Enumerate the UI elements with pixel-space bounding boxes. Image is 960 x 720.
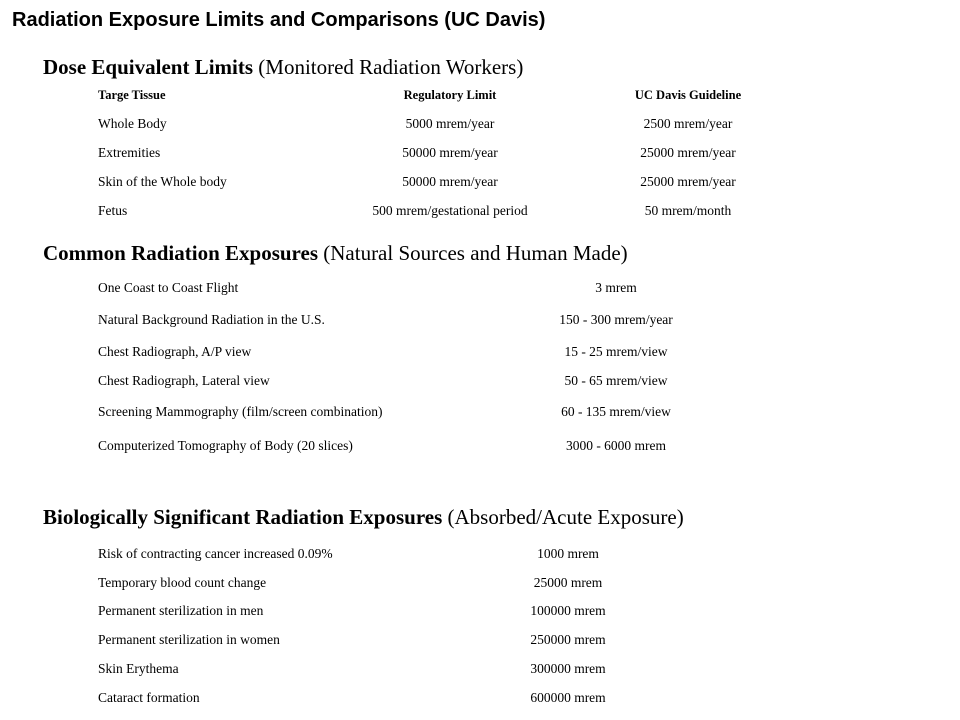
source-cell: Natural Background Radiation in the U.S. [98,312,325,327]
effect-cell: Permanent sterilization in men [98,603,264,618]
page-title: Radiation Exposure Limits and Comparisons (UC Davis) [12,9,546,31]
dose-cell: 3 mrem [595,280,637,295]
effect-cell: Cataract formation [98,690,200,705]
regulatory-cell: 500 mrem/gestational period [372,203,528,218]
source-cell: Computerized Tomography of Body (20 slices) [98,438,353,453]
tissue-cell: Whole Body [98,116,167,131]
list-item [0,575,960,595]
effect-cell: Permanent sterilization in women [98,632,280,647]
table-row [0,203,960,223]
list-item [0,373,960,393]
list-item [0,280,960,300]
common-exposures-heading-bold: Common Radiation Exposures [43,241,318,265]
table-row [0,145,960,165]
dose-cell: 600000 mrem [530,690,606,705]
dose-cell: 60 - 135 mrem/view [561,404,671,419]
tissue-cell: Extremities [98,145,161,160]
biological-heading-bold: Biologically Significant Radiation Exposures [43,505,443,529]
dose-cell: 3000 - 6000 mrem [565,438,667,453]
list-item [0,690,960,710]
regulatory-cell: 50000 mrem/year [402,174,498,189]
list-item [0,546,960,566]
list-item [0,661,960,681]
list-item [0,404,960,424]
ucd-cell: 25000 mrem/year [640,174,736,189]
table-row [0,174,960,194]
biological-heading [43,505,684,530]
column-header-regulatory: Regulatory Limit [403,88,497,102]
list-item [0,344,960,364]
effect-cell: Risk of contracting cancer increased 0.09% [98,546,333,561]
regulatory-cell: 50000 mrem/year [402,145,498,160]
list-item [0,632,960,652]
tissue-cell: Fetus [98,203,128,218]
dose-limits-heading [43,55,523,80]
regulatory-cell: 5000 mrem/year [405,116,495,131]
ucd-cell: 25000 mrem/year [640,145,736,160]
source-cell: Chest Radiograph, A/P view [98,344,252,359]
column-header-tissue: Targe Tissue [98,88,166,102]
effect-cell: Skin Erythema [98,661,179,676]
dose-cell: 250000 mrem [530,632,606,647]
dose-cell: 300000 mrem [530,661,606,676]
source-cell: Screening Mammography (film/screen combination) [98,404,383,419]
dose-limits-heading-bold: Dose Equivalent Limits [43,55,254,79]
table-row [0,116,960,136]
dose-limits-header-row [0,88,960,108]
dose-cell: 150 - 300 mrem/year [559,312,673,327]
common-exposures-heading-rest: (Natural Sources and Human Made) [318,241,628,265]
source-cell: Chest Radiograph, Lateral view [98,373,270,388]
list-item [0,438,960,458]
list-item [0,312,960,332]
dose-limits-heading-rest: (Monitored Radiation Workers) [253,55,524,79]
common-exposures-heading [43,241,628,266]
dose-cell: 25000 mrem [533,575,603,590]
dose-cell: 1000 mrem [537,546,599,561]
effect-cell: Temporary blood count change [98,575,267,590]
source-cell: One Coast to Coast Flight [98,280,239,295]
column-header-ucd: UC Davis Guideline [634,88,742,102]
dose-cell: 100000 mrem [530,603,606,618]
list-item [0,603,960,623]
ucd-cell: 50 mrem/month [644,203,732,218]
tissue-cell: Skin of the Whole body [98,174,227,189]
dose-cell: 50 - 65 mrem/view [564,373,668,388]
biological-heading-rest: (Absorbed/Acute Exposure) [442,505,684,529]
dose-cell: 15 - 25 mrem/view [564,344,668,359]
ucd-cell: 2500 mrem/year [643,116,733,131]
